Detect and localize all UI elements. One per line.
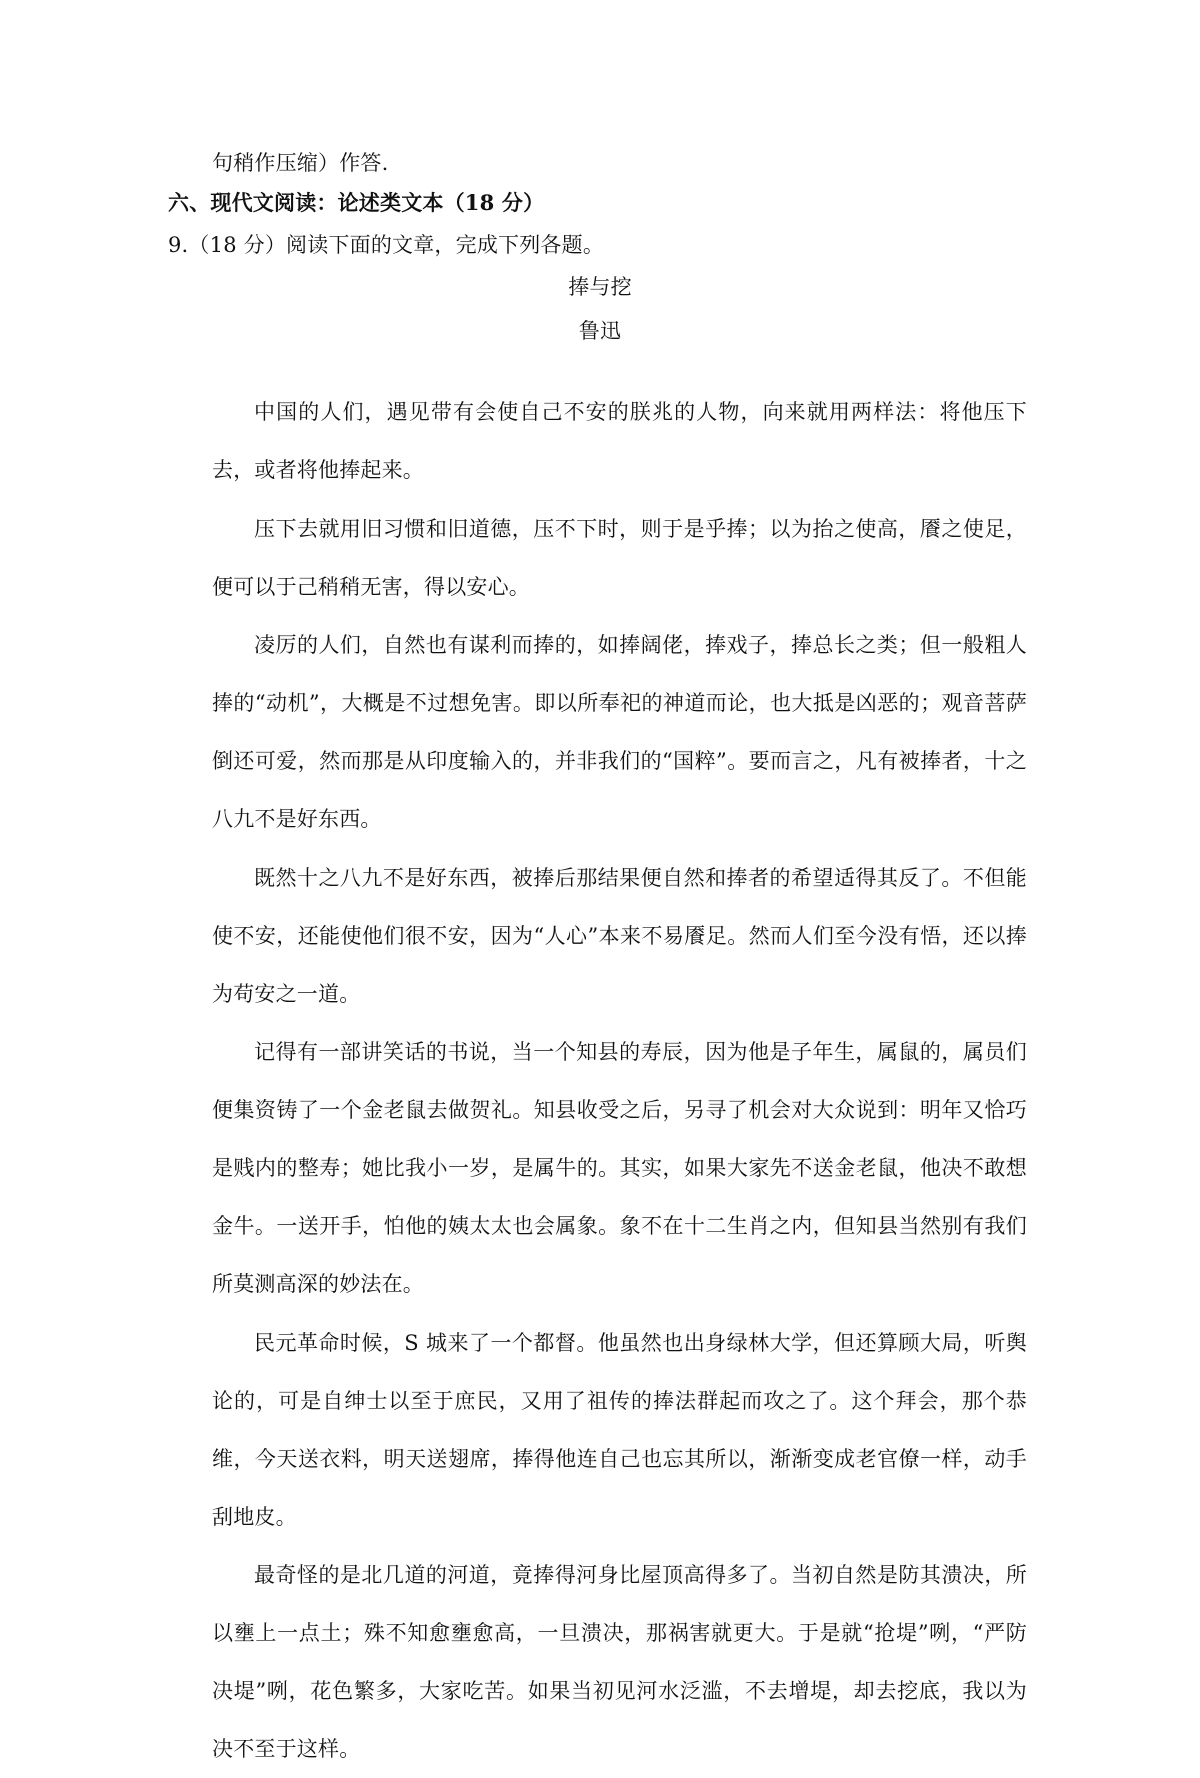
question-prompt: 9.（18 分）阅读下面的文章，完成下列各题。 [168,233,605,257]
continuation-text: 句稍作压缩）作答. [212,151,389,175]
article-paragraph-4: 既然十之八九不是好东西，被捧后那结果便自然和捧者的希望适得其反了。不但能使不安，还能使他们很不安，因为“人心”本来不易餍足。然而人们至今没有悟，还以捧为苟安之一道。 [212,866,1027,1006]
article-paragraph-2: 压下去就用旧习惯和旧道德，压不下时，则于是乎捧；以为抬之使高，餍之使足，便可以于己稍稍无害，得以安心。 [212,517,1027,599]
section-heading: 六、现代文阅读：论述类文本（18 分） [168,190,545,215]
article-paragraph-1: 中国的人们，遇见带有会使自己不安的朕兆的人物，向来就用两样法：将他压下去，或者将他捧起来。 [212,400,1027,482]
article-paragraph-5: 记得有一部讲笑话的书说，当一个知县的寿辰，因为他是子年生，属鼠的，属员们便集资铸了一个金老鼠去做贺礼。知县收受之后，另寻了机会对大众说到：明年又恰巧是贱内的整寿；她比我小一岁，是属牛的。其实，如果大家先不送金老鼠，他决不敢想金牛。一送开手，怕他的姨太太也会属象。象不在十二生肖之内，但知县当然别有我们所莫测高深的妙法在。 [212,1040,1027,1296]
article-paragraph-6: 民元革命时候，S 城来了一个都督。他虽然也出身绿林大学，但还算顾大局，听舆论的，可是自绅士以至于庶民，又用了祖传的捧法群起而攻之了。这个拜会，那个恭维，今天送衣料，明天送翅席，捧得他连自己也忘其所以，渐渐变成老官僚一样，动手刮地皮。 [212,1331,1027,1529]
article-paragraph-3: 凌厉的人们，自然也有谋利而捧的，如捧阔佬，捧戏子，捧总长之类；但一般粗人捧的“动机”，大概是不过想免害。即以所奉祀的神道而论，也大抵是凶恶的；观音菩萨倒还可爱，然而那是从印度输入的，并非我们的“国粹”。要而言之，凡有被捧者，十之八九不是好东西。 [212,633,1027,831]
article-title: 捧与挖 [568,275,632,299]
article-paragraph-7: 最奇怪的是北几道的河道，竟捧得河身比屋顶高得多了。当初自然是防其溃决，所以壅上一点土；殊不知愈壅愈高，一旦溃决，那祸害就更大。于是就“抢堤”咧，“严防决堤”咧，花色繁多，大家吃苦。如果当初见河水泛滥，不去增堤，却去挖底，我以为决不至于这样。 [212,1563,1027,1761]
article-author: 鲁迅 [578,319,622,343]
